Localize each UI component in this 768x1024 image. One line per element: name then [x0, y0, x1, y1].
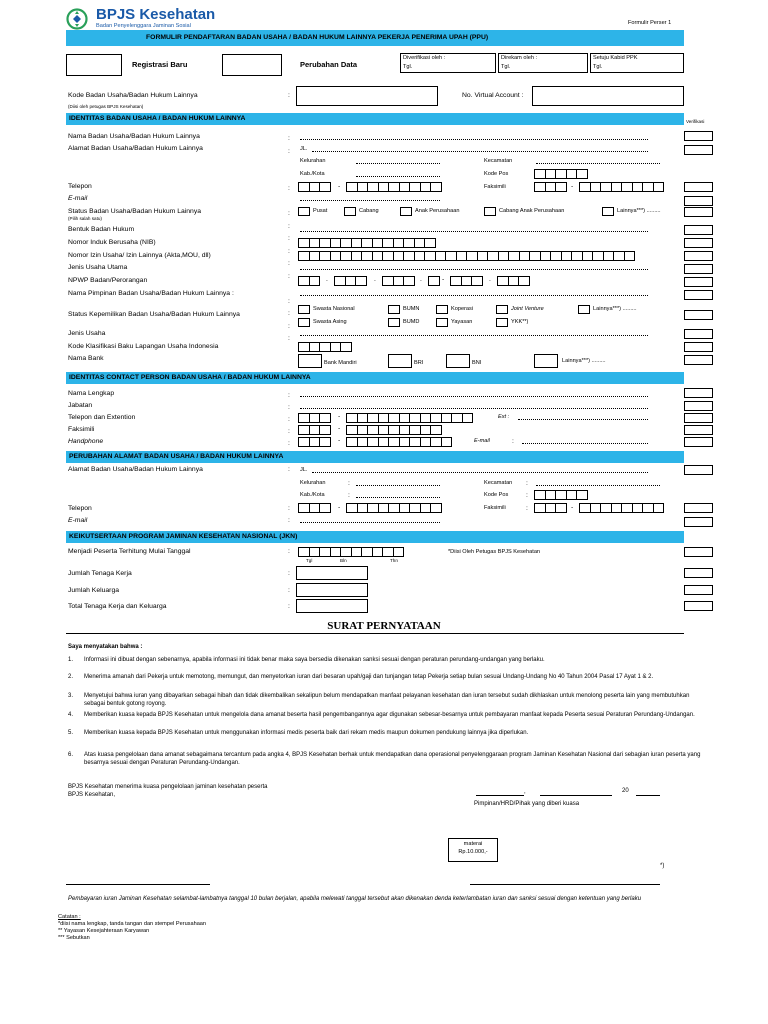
colon: : — [348, 492, 350, 499]
materai-value: Rp.10.000,- — [458, 849, 488, 855]
kabkota-label: Kab./Kota — [300, 171, 325, 177]
pa-kelurahan-label: Kelurahan — [300, 480, 326, 486]
pimpinan-sign-line[interactable] — [470, 884, 660, 885]
va-input[interactable] — [532, 86, 684, 106]
direkam-tgl: Tgl. — [501, 64, 511, 70]
jenis-usaha-utama-label: Jenis Usaha Utama — [68, 264, 128, 271]
verify-box[interactable] — [684, 207, 713, 217]
swasta-asing-checkbox[interactable] — [298, 318, 310, 327]
ykk-label: YKK**) — [511, 319, 529, 325]
sign-year: 20 — [622, 788, 629, 794]
section-perubahan — [66, 451, 684, 463]
cp-jabatan-label: Jabatan — [68, 402, 93, 409]
colon: : — [348, 480, 350, 487]
koperasi-checkbox[interactable] — [436, 305, 448, 314]
telepon-area-cells[interactable] — [298, 182, 330, 192]
faksimili-label: Faksimili — [484, 184, 506, 190]
status-note: (Pilih salah satu) — [68, 216, 102, 221]
bumd-label: BUMD — [403, 319, 420, 325]
status-pusat-checkbox[interactable] — [298, 207, 310, 216]
verify-box[interactable] — [684, 547, 713, 557]
dash: - — [338, 183, 341, 190]
bumn-checkbox[interactable] — [388, 305, 400, 314]
setuju-tgl: Tgl. — [593, 64, 603, 70]
section-kepesertaan — [66, 531, 684, 543]
va-label: No. Virtual Account : — [462, 92, 524, 99]
cp-handphone-label: Handphone — [68, 438, 104, 445]
pa-telepon-area-cells[interactable] — [298, 503, 330, 513]
pa-kabkota-label: Kab./Kota — [300, 492, 325, 498]
status-lainnya-label: Lainnya***) ......... — [617, 208, 661, 214]
statement-num-5: 5. — [68, 730, 74, 736]
logo — [66, 6, 266, 32]
verify-box[interactable] — [684, 182, 713, 192]
colon: : — [288, 92, 290, 99]
joint-venture-checkbox[interactable] — [496, 305, 508, 314]
email-input[interactable] — [300, 200, 440, 201]
bri-checkbox[interactable] — [388, 354, 412, 368]
pa-alamat-label: Alamat Badan Usaha/Badan Hukum Lainnya — [68, 466, 203, 473]
registrasi-checkbox[interactable] — [66, 54, 122, 76]
verify-box[interactable] — [684, 465, 713, 475]
diverifikasi-tgl: Tgl. — [403, 64, 413, 70]
cp-ext-input[interactable] — [518, 419, 648, 420]
bni-label: BNI — [472, 360, 482, 366]
dot: . — [374, 276, 376, 283]
colon: : — [288, 587, 290, 594]
section-contact — [66, 372, 684, 384]
verify-box[interactable] — [684, 131, 713, 141]
comma: , — [524, 789, 526, 795]
section-identitas — [66, 113, 684, 125]
dash: - — [442, 276, 445, 283]
bumd-checkbox[interactable] — [388, 318, 400, 327]
kelurahan-input[interactable] — [356, 163, 440, 164]
izin-label: Nomor Izin Usaha/ Izin Lainnya (Akta,MOU, dll) — [68, 252, 211, 259]
kelurahan-label: Kelurahan — [300, 158, 326, 164]
sign-date-line[interactable] — [540, 795, 612, 796]
colons-1: : : : : : : : : : : : : : — [288, 135, 290, 342]
kode-label: Kode Badan Usaha/Badan Hukum Lainnya — [68, 92, 198, 99]
jenis-usaha-label: Jenis Usaha — [68, 330, 106, 337]
title-bar — [66, 30, 684, 46]
yayasan-checkbox[interactable] — [436, 318, 448, 327]
diverifikasi-label: Diverifikasi oleh : — [403, 55, 446, 61]
perubahan-checkbox[interactable] — [222, 54, 282, 76]
bni-checkbox[interactable] — [446, 354, 470, 368]
status-cabang-anak-checkbox[interactable] — [484, 207, 496, 216]
npwp-label: NPWP Badan/Perorangan — [68, 277, 148, 284]
perubahan-label: Perubahan Data — [300, 60, 358, 69]
koperasi-label: Koperasi — [451, 306, 474, 312]
pa-email-label: E-mail — [68, 517, 88, 524]
telepon-label: Telepon — [68, 183, 92, 190]
footer-note: Pembayaran iuran Jaminan Kesehatan selambat-lambatnya tanggal 10 bulan berjalan, apabila melewati tanggal tersebut akan dikenakan denda keterlambatan iuran dan sanksi sesuai dengan ketentuan yang berlaku — [68, 896, 642, 902]
verify-box[interactable] — [684, 413, 713, 423]
cp-jabatan-input[interactable] — [300, 408, 648, 409]
verify-box[interactable] — [684, 437, 713, 447]
yayasan-label: Yayasan — [451, 319, 473, 325]
verify-box[interactable] — [684, 425, 713, 435]
pa-telepon-label: Telepon — [68, 505, 92, 512]
jenis-usaha-utama-input[interactable] — [300, 269, 648, 270]
registrasi-label: Registrasi Baru — [132, 60, 188, 69]
colon: : — [288, 548, 290, 555]
colon: : — [288, 466, 290, 473]
catatan-3: *** Sebutkan — [58, 935, 90, 941]
bpjs-kuasa-text: BPJS Kesehatan menerima kuasa pengelolaan jaminan kesehatan peserta — [68, 784, 268, 790]
bank-mandiri-label: Bank Mandiri — [324, 360, 357, 366]
bri-label: BRI — [414, 360, 424, 366]
cp-telepon-area-cells[interactable] — [298, 413, 330, 423]
izin-cells[interactable] — [298, 251, 634, 261]
status-cabang-label: Cabang — [359, 208, 379, 214]
statement-text-4: Memberikan kuasa kepada BPJS Kesehatan untuk mengelola dana amanat beserta hasil pengembangannya agar digunakan sebesar-besarnya untuk pembayaran manfaat kepada Peserta sesuai Peraturan Perundang-Undangan. — [84, 712, 695, 718]
cp-telepon-cells[interactable] — [346, 413, 472, 423]
jenis-usaha-input[interactable] — [300, 335, 648, 336]
bln-label: Bln — [340, 558, 347, 563]
colon: : — [288, 603, 290, 610]
npwp-cells-1[interactable] — [298, 276, 319, 286]
alamat-label: Alamat Badan Usaha/Badan Hukum Lainnya — [68, 145, 203, 152]
verify-box[interactable] — [684, 290, 713, 300]
pa-alamat-input[interactable] — [312, 472, 648, 473]
dash: - — [338, 425, 341, 432]
pa-email-input[interactable] — [300, 522, 440, 523]
dash: - — [571, 504, 574, 511]
status-cabang-anak-label: Cabang Anak Perusahaan — [499, 208, 565, 214]
form-code: Formulir Perser 1 — [628, 20, 672, 26]
section-contact-title: IDENTITAS CONTACT PERSON BADAN USAHA / BADAN HUKUM LAINNYA — [69, 374, 311, 381]
verifikasi-label: Verifikasi — [686, 119, 705, 124]
sign-year-line[interactable] — [636, 795, 660, 796]
npwp-cells-6[interactable] — [497, 276, 529, 286]
npwp-cells-3[interactable] — [382, 276, 414, 286]
verify-box[interactable] — [684, 329, 713, 339]
dot: . — [420, 276, 422, 283]
cp-faksimili-label: Faksimili — [68, 426, 95, 433]
cp-telepon-label: Telepon dan Extention — [68, 414, 136, 421]
dash: - — [338, 437, 341, 444]
verify-box[interactable] — [684, 264, 713, 274]
statement-text-1: Informasi ini dibuat dengan sebenarnya, apabila informasi ini tidak benar maka saya bersedia dikenakan sanksi sesuai dengan peraturan perundang-undangan yang berlaku. — [84, 657, 545, 663]
verify-box[interactable] — [684, 196, 713, 206]
cp-handphone-cells[interactable] — [346, 437, 451, 447]
form-title: FORMULIR PENDAFTARAN BADAN USAHA / BADAN HUKUM LAINNYA PEKERJA PENERIMA UPAH (PPU) — [146, 34, 489, 41]
verify-box[interactable] — [684, 601, 713, 611]
statement-text-6: Atas kuasa pengelolaan dana amanat sebagaimana tercantum pada angka 4, BPJS Kesehatan berhak untuk mendapatkan dana operasional penyelenggaraan program Jaminan Kesehatan Nasional dari sebagian iuran peserta yang besarnya sesuai dengan Peraturan Perundang-Undangan. — [84, 752, 701, 766]
kecamatan-input[interactable] — [536, 163, 660, 164]
statement-text-2: Menerima amanah dari Pekerja untuk memotong, memungut, dan menyetorkan iuran dari besaran upah/gaji dan tunjangan tetap Pekerja setiap bulan sesuai Undang-Undang No 40 Tahun 2004 Pasal 17 Ayat 1 & 2. — [84, 674, 654, 680]
colon: : — [526, 492, 528, 499]
status-anak-label: Anak Perusahaan — [415, 208, 460, 214]
faksimili-cells[interactable] — [579, 182, 663, 192]
verify-box[interactable] — [684, 238, 713, 248]
catatan-1: *diisi nama lengkap, tanda tangan dan stempel Perusahaan — [58, 921, 207, 927]
total-input[interactable] — [296, 599, 368, 613]
total-label: Total Tenaga Kerja dan Keluarga — [68, 603, 167, 610]
statement-divider — [66, 633, 684, 634]
nib-cells[interactable] — [298, 238, 435, 248]
pa-kelurahan-input[interactable] — [356, 485, 440, 486]
pa-kecamatan-input[interactable] — [536, 485, 660, 486]
bank-lainnya-checkbox[interactable] — [534, 354, 558, 368]
materai-label: materai — [463, 841, 483, 847]
kepemilikan-lainnya-checkbox[interactable] — [578, 305, 590, 314]
tgl-label: Tgl — [306, 558, 313, 563]
verify-box[interactable] — [684, 277, 713, 287]
sign-place-line[interactable] — [476, 795, 524, 796]
npwp-cells-5[interactable] — [450, 276, 482, 286]
verify-box[interactable] — [684, 355, 713, 365]
statement-text-3: Menyetujui bahwa iuran yang dibayarkan sebagai hibah dan tidak dikembalikan sekalipun belum mendapatkan manfaat pelayanan kesehatan dan iuran tersebut sudah dikhlaskan untuk menolong peserta lain yang membutuhkan sebagai bentuk gotong royong. — [84, 693, 690, 707]
cp-nama-label: Nama Lengkap — [68, 390, 115, 397]
cp-ext-label: Ext : — [498, 414, 510, 420]
catatan-2: ** Yayasan Kesejahteraan Karyawan — [58, 928, 150, 934]
colon: : — [288, 517, 290, 524]
verify-box[interactable] — [684, 225, 713, 235]
verify-box[interactable] — [684, 251, 713, 261]
catatan-label: Catatan : — [58, 914, 81, 920]
kecamatan-label: Kecamatan — [484, 158, 513, 164]
direkam-label: Direkam oleh : — [501, 55, 538, 61]
statement-num-3: 3. — [68, 693, 74, 699]
dash: - — [338, 504, 341, 511]
verify-box[interactable] — [684, 388, 713, 398]
mulai-label: Menjadi Peserta Terhitung Mulai Tanggal — [68, 548, 191, 555]
nib-label: Nomor Induk Berusaha (NIB) — [68, 239, 156, 246]
bank-lainnya-label: Lainnya***) ......... — [562, 358, 606, 364]
statement-text-5: Memberikan kuasa kepada BPJS Kesehatan untuk menggunakan informasi medis peserta baik dari rekam medis maupun dokumen pendukung lainnya jika diperlukan. — [84, 730, 529, 736]
colons-2: : : : : : — [288, 392, 290, 447]
setuju-label: Setuju Kabid PPK — [593, 55, 638, 61]
faksimili-area-cells[interactable] — [534, 182, 566, 192]
bentuk-input[interactable] — [300, 231, 648, 232]
pimpinan-sign-label: Pimpinan/HRD/Pihak yang diberi kuasa — [474, 801, 580, 807]
colon: : — [526, 505, 528, 512]
colon: : — [526, 480, 528, 487]
section-identitas-title: IDENTITAS BADAN USAHA / BADAN HUKUM LAINNYA — [69, 115, 246, 122]
statement-num-2: 2. — [68, 674, 74, 680]
pa-kecamatan-label: Kecamatan — [484, 480, 513, 486]
logo-brand: BPJS Kesehatan — [96, 6, 216, 23]
telepon-cells[interactable] — [346, 182, 441, 192]
dash: - — [571, 183, 574, 190]
verify-box[interactable] — [684, 503, 713, 513]
kepemilikan-lainnya-label: Lainnya***) ......... — [593, 306, 637, 312]
cp-nama-input[interactable] — [300, 396, 648, 397]
verify-box[interactable] — [684, 568, 713, 578]
joint-venture-label: Joint Venture — [511, 306, 544, 312]
bumn-label: BUMN — [403, 306, 420, 312]
email-label: E-mail — [68, 195, 88, 202]
pa-faksimili-area-cells[interactable] — [534, 503, 566, 513]
cp-email-input[interactable] — [522, 443, 648, 444]
kodepos-cells[interactable] — [534, 169, 587, 179]
cp-email-label: E-mail — [474, 438, 490, 444]
kabkota-input[interactable] — [356, 176, 440, 177]
bentuk-label: Bentuk Badan Hukum — [68, 226, 135, 233]
nama-input[interactable] — [300, 139, 648, 140]
colon: : — [512, 438, 514, 445]
swasta-nasional-label: Swasta Nasional — [313, 306, 355, 312]
bpjs-sign-line[interactable] — [66, 884, 210, 885]
pa-kodepos-label: Kode Pos — [484, 492, 509, 498]
status-pusat-label: Pusat — [313, 208, 328, 214]
alamat-input[interactable] — [312, 151, 648, 152]
statement-num-6: 6. — [68, 752, 74, 758]
swasta-asing-label: Swasta Asing — [313, 319, 347, 325]
sign-star: *) — [660, 863, 665, 869]
dot: . — [489, 276, 491, 283]
colon: : — [288, 570, 290, 577]
keluarga-input[interactable] — [296, 583, 368, 597]
ykk-checkbox[interactable] — [496, 318, 508, 327]
diisi-note: *Diisi Oleh Petugas BPJS Kesehatan — [448, 549, 541, 555]
verify-box[interactable] — [684, 342, 713, 352]
status-cabang-checkbox[interactable] — [344, 207, 356, 216]
pa-jl-label: JL. — [300, 467, 308, 473]
swasta-nasional-checkbox[interactable] — [298, 305, 310, 314]
dot: . — [326, 276, 328, 283]
npwp-cells-2[interactable] — [334, 276, 366, 286]
pa-faksimili-cells[interactable] — [579, 503, 663, 513]
bank-label: Nama Bank — [68, 355, 104, 362]
npwp-cells-4[interactable] — [428, 276, 439, 286]
kbli-label: Kode Klasifikasi Baku Lapangan Usaha Indonesia — [68, 343, 219, 350]
jl-label: JL. — [300, 146, 308, 152]
section-kepesertaan-title: KEIKUTSERTAAN PROGRAM JAMINAN KESEHATAN NASIONAL (JKN) — [69, 533, 298, 540]
bpjs-logo-icon — [66, 8, 92, 30]
cp-handphone-area-cells[interactable] — [298, 437, 330, 447]
statement-intro: Saya menyatakan bahwa : — [68, 644, 143, 650]
statement-num-4: 4. — [68, 712, 74, 718]
pa-faksimili-label: Faksimili — [484, 505, 506, 511]
pimpinan-label: Nama Pimpinan Badan Usaha/Badan Hukum Lainnya : — [68, 290, 234, 297]
verify-box[interactable] — [684, 401, 713, 411]
cp-faksimili-cells[interactable] — [346, 425, 441, 435]
colon: : — [288, 505, 290, 512]
kode-input[interactable] — [296, 86, 438, 106]
cp-faksimili-area-cells[interactable] — [298, 425, 330, 435]
nama-label: Nama Badan Usaha/Badan Hukum Lainnya — [68, 133, 200, 140]
statement-title: SURAT PERNYATAAN — [327, 620, 441, 632]
kbli-cells[interactable] — [298, 342, 351, 352]
kodepos-label: Kode Pos — [484, 171, 509, 177]
logo-tagline: Badan Penyelenggara Jaminan Sosial — [96, 23, 191, 29]
status-lainnya-checkbox[interactable] — [602, 207, 614, 216]
pimpinan-input[interactable] — [300, 295, 648, 296]
pa-telepon-cells[interactable] — [346, 503, 441, 513]
kode-note: (Diisi oleh petugas BPJS Kesehatan) — [68, 104, 144, 109]
pa-kodepos-cells[interactable] — [534, 490, 587, 500]
tenaga-kerja-input[interactable] — [296, 566, 368, 580]
bpjs-sign-label: BPJS Kesehatan, — [68, 792, 116, 798]
verify-box[interactable] — [684, 585, 713, 595]
keluarga-label: Jumlah Keluarga — [68, 587, 120, 594]
verify-box[interactable] — [684, 517, 713, 527]
tenaga-kerja-label: Jumlah Tenaga Kerja — [68, 570, 132, 577]
dash: - — [338, 413, 341, 420]
status-anak-checkbox[interactable] — [400, 207, 412, 216]
statement-num-1: 1. — [68, 657, 74, 663]
kepemilikan-label: Status Kepemilikan Badan Usaha/Badan Hukum Lainnya — [68, 311, 240, 318]
section-perubahan-title: PERUBAHAN ALAMAT BADAN USAHA / BADAN HUKUM LAINNYA — [69, 453, 284, 460]
verify-box[interactable] — [684, 145, 713, 155]
pa-kabkota-input[interactable] — [356, 497, 440, 498]
bank-mandiri-checkbox[interactable] — [298, 354, 322, 368]
status-label: Status Badan Usaha/Badan Hukum Lainnya — [68, 208, 202, 215]
tanggal-cells[interactable] — [298, 547, 403, 557]
verify-box[interactable] — [684, 310, 713, 320]
thn-label: Thn — [390, 558, 398, 563]
